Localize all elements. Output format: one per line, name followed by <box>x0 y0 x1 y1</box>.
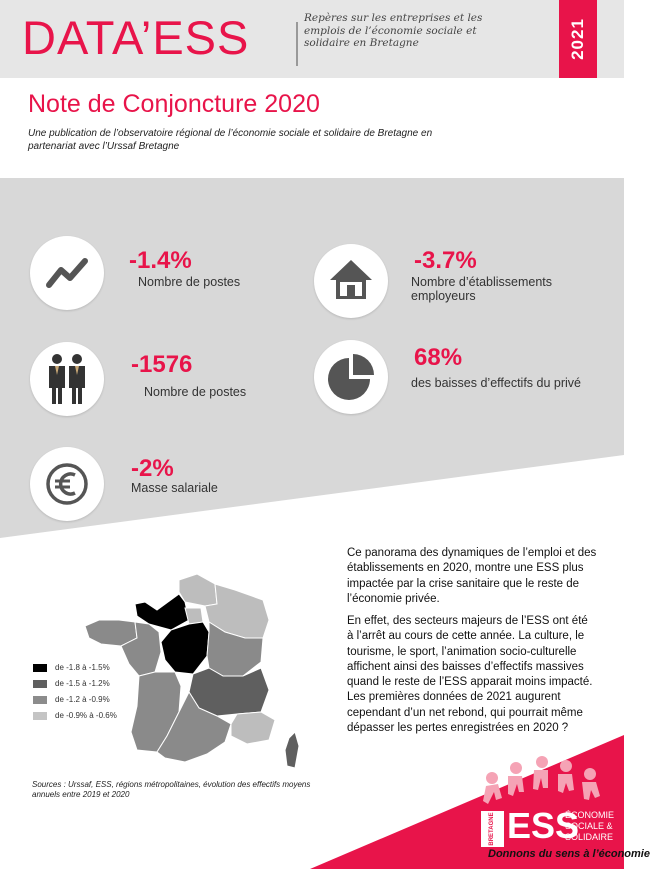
legend-swatch-4 <box>33 712 47 720</box>
brand-divider <box>296 22 298 66</box>
kpi-label-1: Nombre de postes <box>138 275 241 289</box>
logo-line-2: SOCIALE & <box>565 821 613 831</box>
france-regions-map <box>85 572 310 777</box>
legend-item-3: de -1.2 à -0.9% <box>33 695 110 705</box>
detail-paragraph: En effet, des secteurs majeurs de l’ESS ont été à l’arrêt au cours de cette année. La culture, le tourisme, le sport, l’animation socio-culturelle affichent ainsi des baisses d’effectifs massives quand le reste de l’ESS apparait moins impacté. Les premières données de 2021 augurent cependant d’un net rebond, qui pourrait même dépasser les pertes enregistrées en 2020 ? <box>347 615 593 735</box>
trend-line-icon <box>30 236 104 310</box>
kpi-icon-circle-5 <box>30 447 104 521</box>
logo-ess: ESS <box>507 805 580 846</box>
kpi-icon-circle-3 <box>30 342 104 416</box>
legend-item-4: de -0.9% à -0.6% <box>33 711 117 721</box>
kpi-label-2: Nombre d’établissements employeurs <box>411 275 553 303</box>
legend-item-1: de -1.8 à -1.5% <box>33 663 110 673</box>
people-icon <box>30 342 104 416</box>
kpi-value-2: -3.7% <box>414 247 477 274</box>
region-centre-val-de-loire <box>161 622 209 674</box>
logo-line-3: SOLIDAIRE <box>565 832 614 842</box>
pie-chart-icon <box>314 340 388 414</box>
year-tab <box>559 0 597 78</box>
kpi-value-3: -1576 <box>131 351 193 378</box>
sources-note: Sources : Urssaf, ESS, régions métropolitaines, évolution des effectifs moyens annuels entre 2019 et 2020 <box>32 780 311 799</box>
house-icon <box>314 244 388 318</box>
page-subtitle: Une publication de l’observatoire régional de l’économie sociale et solidaire de Bretagne en partenariat avec l’Urssaf Bretagne <box>28 128 433 152</box>
brand-logo: DATA’ESS <box>22 11 250 64</box>
kpi-icon-circle-2 <box>314 244 388 318</box>
legend-swatch-1 <box>33 664 47 672</box>
kpi-label-5: Masse salariale <box>131 481 218 495</box>
legend-item-2: de -1.5 à -1.2% <box>33 679 110 689</box>
kpi-value-1: -1.4% <box>129 247 192 274</box>
logo-region-label: BRETAGNE <box>489 812 495 846</box>
slogan: Donnons du sens à l’économie <box>488 848 650 860</box>
kpi-icon-circle-1 <box>30 236 104 310</box>
brand-tagline: Repères sur les entreprises et les emplois de l’économie sociale et solidaire en Bretagne <box>304 12 483 49</box>
kpi-value-5: -2% <box>131 455 174 482</box>
page-title: Note de Conjoncture 2020 <box>28 90 320 118</box>
intro-paragraph: Ce panorama des dynamiques de l’emploi et des établissements en 2020, montre une ESS plus impactée par la crise sanitaire que le reste de l’économie privée. <box>347 547 597 605</box>
kpi-label-4: des baisses d’effectifs du privé <box>411 376 582 390</box>
ess-logo-box <box>481 811 504 847</box>
region-ile-de-france <box>185 608 203 624</box>
year-label: 2021 <box>568 18 587 60</box>
euro-icon <box>30 447 104 521</box>
kpi-label-3: Nombre de postes <box>144 385 247 399</box>
legend-swatch-3 <box>33 696 47 704</box>
region-paca <box>231 712 275 744</box>
kpi-icon-circle-4 <box>314 340 388 414</box>
kpi-value-4: 68% <box>414 344 463 371</box>
logo-line-1: ÉCONOMIE <box>565 810 615 820</box>
region-corse <box>285 732 299 768</box>
legend-swatch-2 <box>33 680 47 688</box>
